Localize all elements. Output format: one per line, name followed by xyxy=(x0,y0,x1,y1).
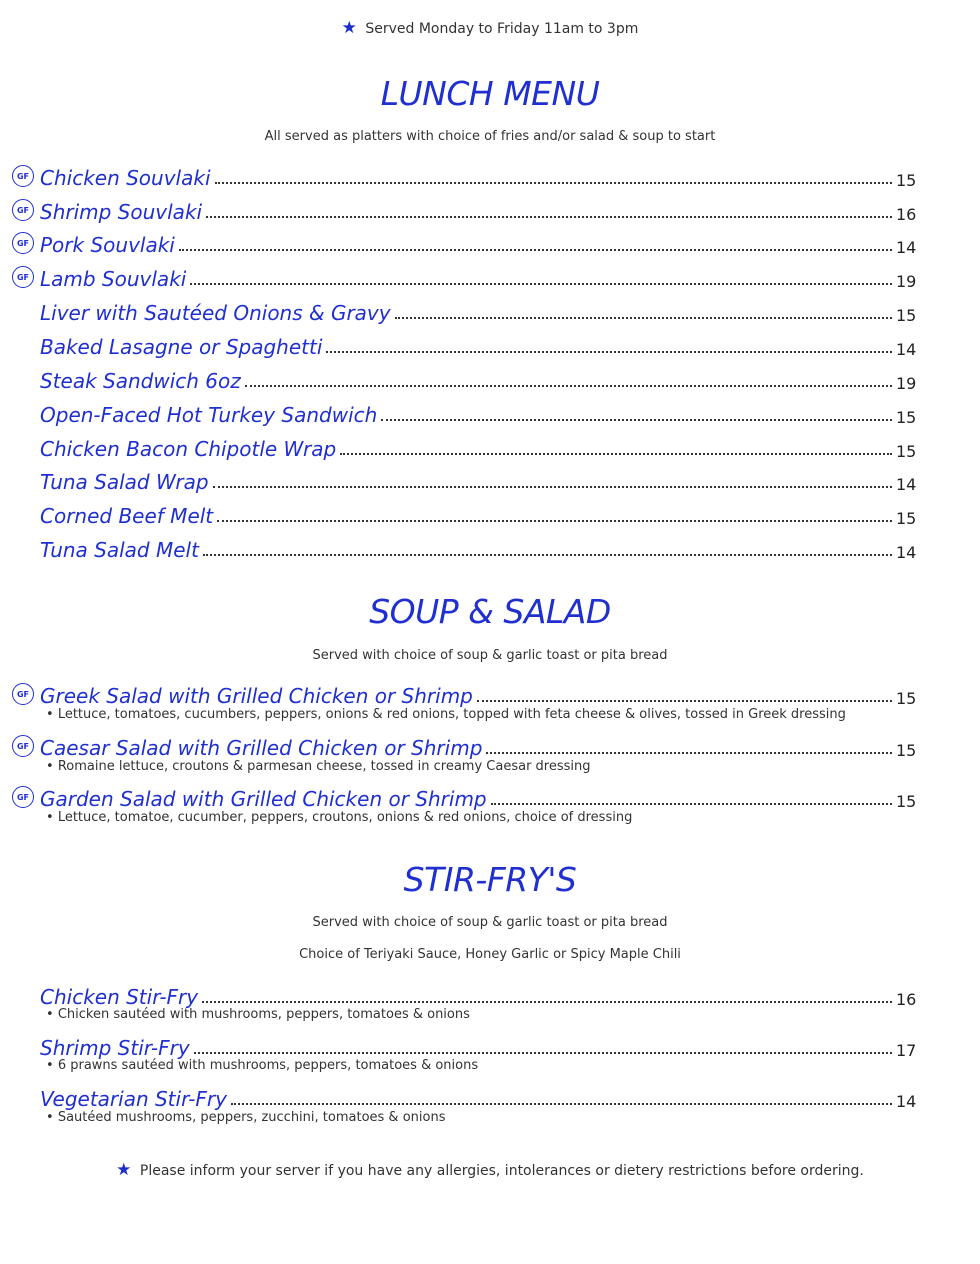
item-name: Corned Beef Melt xyxy=(40,504,214,528)
item-name: Liver with Sautéed Onions & Gravy xyxy=(40,301,391,325)
item-name: Vegetarian Stir-Fry xyxy=(40,1087,227,1111)
gluten-free-icon: GF xyxy=(12,165,34,187)
item-price: 15 xyxy=(896,509,917,528)
stirfry-title: STIR-FRY'S xyxy=(403,860,577,899)
item-price: 14 xyxy=(896,475,917,494)
item-name: Tuna Salad Melt xyxy=(40,538,199,562)
star-icon: ★ xyxy=(341,18,357,38)
item-price: 15 xyxy=(896,741,917,760)
item-description: • Lettuce, tomatoe, cucumber, peppers, croutons, onions & red onions, choice of dressing xyxy=(46,810,632,825)
item-description: • Chicken sautéed with mushrooms, peppers, tomatoes & onions xyxy=(46,1007,470,1022)
stirfry-sauce-choices: Choice of Teriyaki Sauce, Honey Garlic or Spicy Maple Chili xyxy=(299,947,681,962)
item-name: Greek Salad with Grilled Chicken or Shrimp xyxy=(40,684,473,708)
menu-item xyxy=(12,433,916,461)
item-name: Baked Lasagne or Spaghetti xyxy=(40,335,323,359)
item-name: Garden Salad with Grilled Chicken or Shrimp xyxy=(40,787,487,811)
item-price: 15 xyxy=(896,689,917,708)
menu-item xyxy=(12,732,916,760)
menu-item xyxy=(12,196,916,224)
dot-leader xyxy=(477,700,892,702)
dot-leader xyxy=(326,351,892,353)
dot-leader xyxy=(231,1103,892,1105)
allergy-note xyxy=(0,1160,980,1180)
service-hours-note xyxy=(0,18,980,38)
menu-item xyxy=(12,500,916,528)
item-price: 15 xyxy=(896,171,917,190)
item-price: 15 xyxy=(896,792,917,811)
menu-item xyxy=(12,466,916,494)
item-description: • Lettuce, tomatoes, cucumbers, peppers, onions & red onions, topped with feta cheese & olives, tossed in Greek dressing xyxy=(46,707,846,722)
dot-leader xyxy=(217,520,892,522)
dot-leader xyxy=(213,486,892,488)
item-price: 15 xyxy=(896,442,917,461)
allergy-note-text: Please inform your server if you have any allergies, intolerances or dietery restrictions before ordering. xyxy=(139,1163,864,1179)
gluten-free-icon: GF xyxy=(12,232,34,254)
item-name: Lamb Souvlaki xyxy=(40,267,187,291)
menu-item xyxy=(12,680,916,708)
item-name: Chicken Stir-Fry xyxy=(40,985,199,1009)
menu-item xyxy=(12,399,916,427)
menu-item xyxy=(12,981,916,1009)
item-name: Pork Souvlaki xyxy=(40,233,175,257)
item-price: 15 xyxy=(896,306,917,325)
lunch-menu-title: LUNCH MENU xyxy=(380,74,600,113)
item-description: • 6 prawns sautéed with mushrooms, peppers, tomatoes & onions xyxy=(46,1058,478,1073)
item-name: Shrimp Stir-Fry xyxy=(40,1036,190,1060)
gluten-free-icon: GF xyxy=(12,683,34,705)
menu-item xyxy=(12,297,916,325)
dot-leader xyxy=(486,752,892,754)
dot-leader xyxy=(179,249,892,251)
item-name: Caesar Salad with Grilled Chicken or Shrimp xyxy=(40,736,483,760)
soup-salad-subtitle: Served with choice of soup & garlic toast or pita bread xyxy=(312,648,668,663)
menu-item xyxy=(12,365,916,393)
item-price: 16 xyxy=(896,990,917,1009)
dot-leader xyxy=(395,317,892,319)
menu-item xyxy=(12,783,916,811)
dot-leader xyxy=(381,419,892,421)
menu-item xyxy=(12,1083,916,1111)
menu-item xyxy=(12,1032,916,1060)
gluten-free-icon: GF xyxy=(12,199,34,221)
menu-item xyxy=(12,229,916,257)
item-price: 14 xyxy=(896,543,917,562)
stirfry-subtitle: Served with choice of soup & garlic toast or pita bread xyxy=(312,915,668,930)
item-price: 15 xyxy=(896,408,917,427)
menu-item xyxy=(12,162,916,190)
gluten-free-icon: GF xyxy=(12,266,34,288)
item-price: 16 xyxy=(896,205,917,224)
menu-item xyxy=(12,263,916,291)
item-description: • Sautéed mushrooms, peppers, zucchini, tomatoes & onions xyxy=(46,1110,445,1125)
menu-item xyxy=(12,534,916,562)
item-price: 14 xyxy=(896,340,917,359)
star-icon: ★ xyxy=(116,1160,132,1180)
gluten-free-icon: GF xyxy=(12,735,34,757)
dot-leader xyxy=(203,554,892,556)
item-price: 19 xyxy=(896,272,917,291)
soup-salad-title: SOUP & SALAD xyxy=(369,592,611,631)
dot-leader xyxy=(215,182,892,184)
item-name: Shrimp Souvlaki xyxy=(40,200,203,224)
item-name: Chicken Souvlaki xyxy=(40,166,211,190)
menu-item xyxy=(12,331,916,359)
item-name: Chicken Bacon Chipotle Wrap xyxy=(40,437,337,461)
lunch-menu-subtitle: All served as platters with choice of fries and/or salad & soup to start xyxy=(264,129,716,144)
dot-leader xyxy=(194,1052,892,1054)
dot-leader xyxy=(245,385,892,387)
item-price: 14 xyxy=(896,1092,917,1111)
item-name: Open-Faced Hot Turkey Sandwich xyxy=(40,403,378,427)
service-hours-text: Served Monday to Friday 11am to 3pm xyxy=(365,21,639,37)
item-name: Tuna Salad Wrap xyxy=(40,470,209,494)
dot-leader xyxy=(202,1001,892,1003)
item-price: 17 xyxy=(896,1041,917,1060)
dot-leader xyxy=(206,216,892,218)
dot-leader xyxy=(491,803,892,805)
item-description: • Romaine lettuce, croutons & parmesan cheese, tossed in creamy Caesar dressing xyxy=(46,759,591,774)
dot-leader xyxy=(340,453,892,455)
item-price: 19 xyxy=(896,374,917,393)
item-name: Steak Sandwich 6oz xyxy=(40,369,241,393)
dot-leader xyxy=(190,283,892,285)
gluten-free-icon: GF xyxy=(12,786,34,808)
item-price: 14 xyxy=(896,238,917,257)
